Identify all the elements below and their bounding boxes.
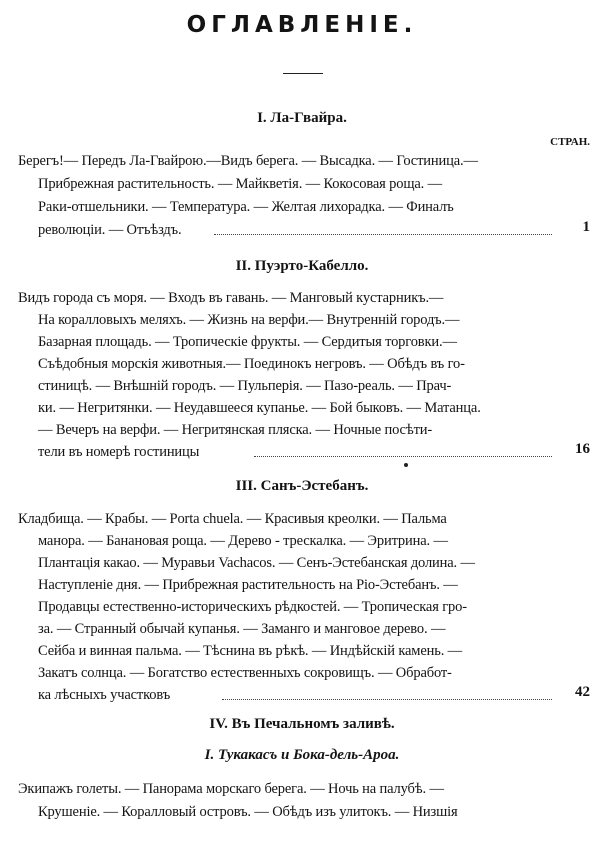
subsection-heading: I. Тукакасъ и Бока-дель-Ароа.	[204, 747, 400, 763]
toc-line: Наступленіе дня. — Прибрежная растительность на Ріо-Эстебанъ. —	[38, 577, 458, 593]
section-heading: I. Ла-Гвайра.	[257, 110, 347, 126]
toc-line: Видъ города съ моря. — Входъ въ гавань. — Манговый кустарникъ.—	[18, 290, 444, 306]
page-column-label: СТРАН.	[550, 136, 590, 148]
page-title: ОГЛАВЛЕНІЕ.	[186, 12, 418, 38]
toc-line: Плантація какао. — Муравьи Vachacos. — Сенъ-Эстебанская долина. —	[38, 555, 475, 571]
toc-line: На коралловыхъ меляхъ. — Жизнь на верфи.— Внутренній городъ.—	[38, 312, 460, 328]
toc-line: Базарная площадь. — Тропическіе фрукты. — Сердитыя торговки.—	[38, 334, 457, 350]
page-number: 1	[582, 219, 590, 235]
toc-line: — Вечеръ на верфи. — Негритянская пляска. — Ночные посѣти-	[38, 422, 433, 438]
page-number: 42	[575, 684, 590, 700]
toc-line: Раки-отшельники. — Температура. — Желтая лихорадка. — Финалъ	[38, 199, 454, 215]
dot-leader	[214, 234, 552, 235]
toc-line: Кладбища. — Крабы. — Porta chuela. — Красивыя креолки. — Пальма	[18, 511, 447, 527]
toc-line: тели въ номерѣ гостиницы	[38, 444, 200, 460]
toc-line: революціи. — Отъѣздъ.	[38, 222, 182, 238]
toc-line: Закатъ солнца. — Богатство естественныхъ сокровищъ. — Обработ-	[38, 665, 452, 681]
toc-line: Крушеніе. — Коралловый островъ. — Обѣдъ изъ улитокъ. — Низшія	[38, 804, 458, 820]
section-heading: II. Пуэрто-Кабелло.	[235, 258, 369, 274]
toc-line: Экипажъ голеты. — Панорама морскаго берега. — Ночь на палубѣ. —	[18, 781, 444, 797]
page-number: 16	[575, 441, 590, 457]
dot-leader	[222, 699, 552, 700]
toc-line: Съѣдобныя морскія животныя.— Поединокъ негровъ. — Обѣдъ въ го-	[38, 356, 465, 372]
section-heading: III. Санъ-Эстебанъ.	[235, 478, 369, 494]
print-speck	[404, 463, 408, 467]
toc-line: за. — Странный обычай купанья. — Заманго и манговое дерево. —	[38, 621, 446, 637]
toc-line: стиницѣ. — Внѣшній городъ. — Пульперія. — Пазо-реаль. — Прач-	[38, 378, 452, 394]
toc-line: Прибрежная растительность. — Майкветія. — Кокосовая роща. —	[38, 176, 442, 192]
toc-line: Берегъ!— Передъ Ла-Гвайрою.—Видъ берега. — Высадка. — Гостиница.—	[18, 153, 478, 169]
section-heading: IV. Въ Печальномъ заливѣ.	[209, 716, 395, 732]
toc-line: ки. — Негритянки. — Неудавшееся купанье. — Бой быковъ. — Матанца.	[38, 400, 481, 416]
toc-line: Сейба и винная пальма. — Тѣснина въ рѣкѣ. — Индѣйскій камень. —	[38, 643, 462, 659]
toc-line: манора. — Банановая роща. — Дерево - трескалка. — Эритрина. —	[38, 533, 448, 549]
dot-leader	[254, 456, 552, 457]
toc-line: ка лѣсныхъ участковъ	[38, 687, 171, 703]
title-rule	[283, 73, 323, 74]
toc-line: Продавцы естественно-историческихъ рѣдкостей. — Тропическая гро-	[38, 599, 467, 615]
